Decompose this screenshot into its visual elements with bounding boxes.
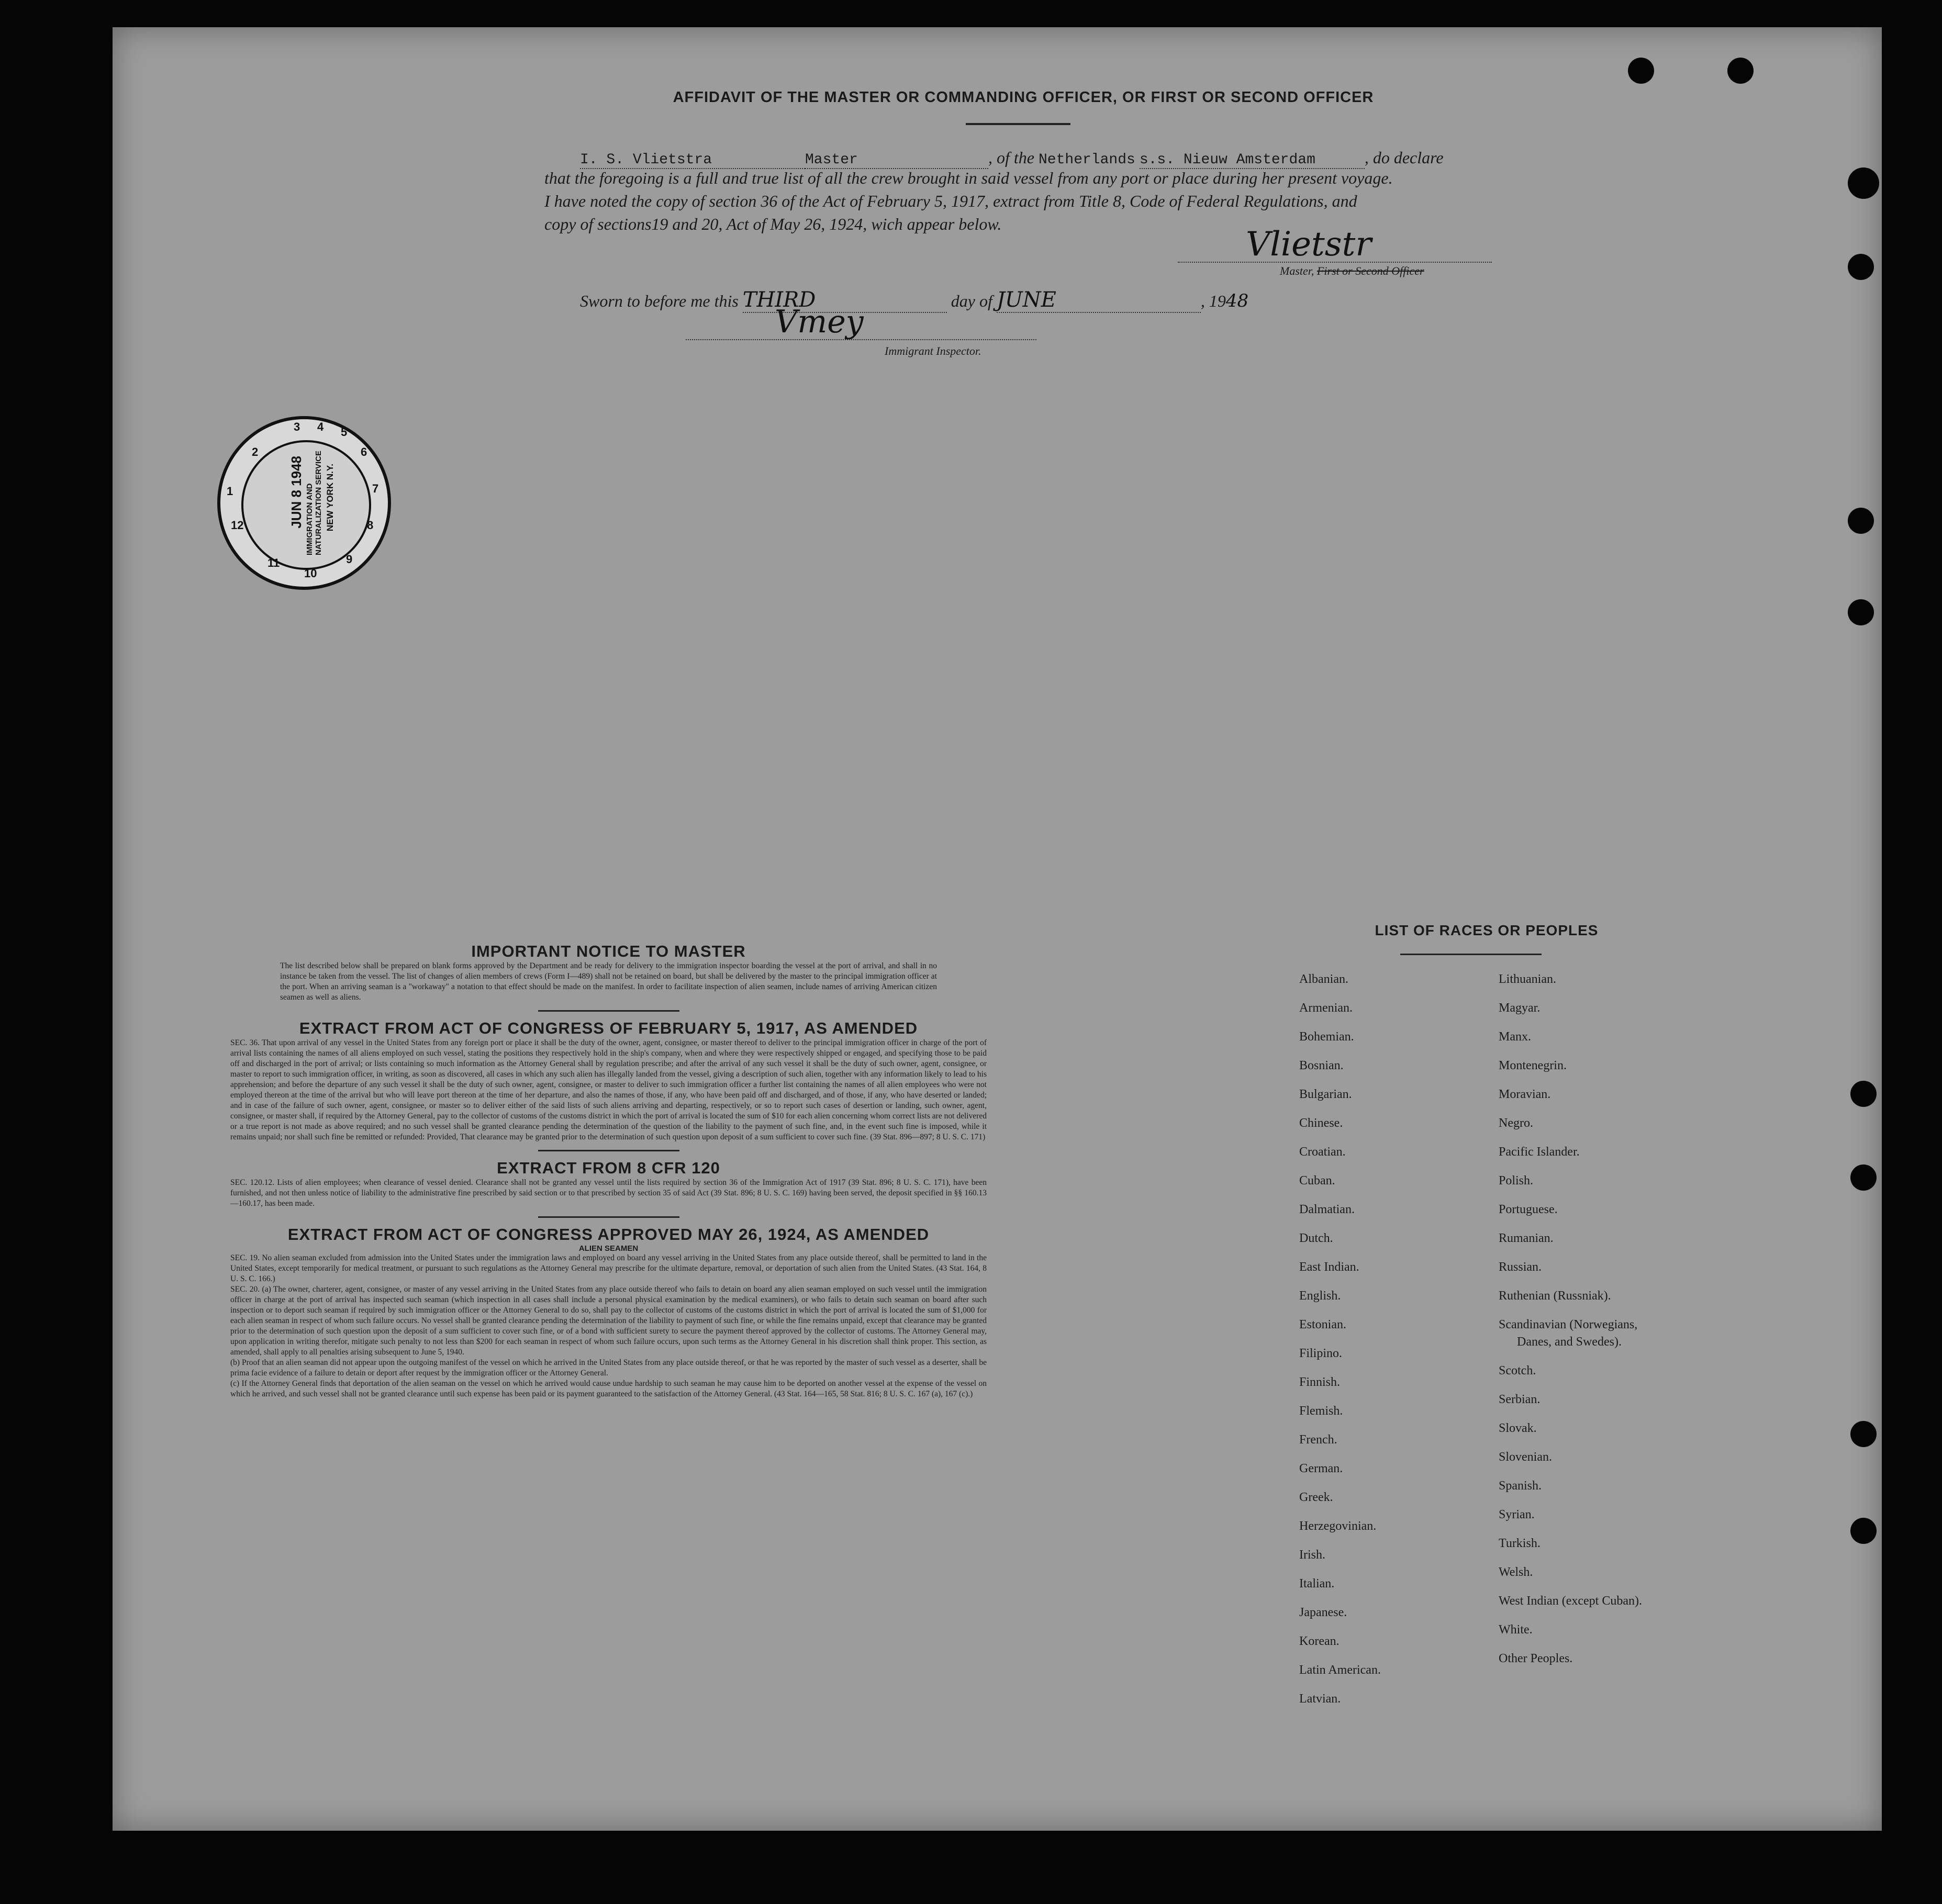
race-item: Croatian. [1299, 1145, 1346, 1159]
race-item: West Indian (except Cuban). [1499, 1594, 1642, 1608]
extract-1924-sec20a: SEC. 20. (a) The owner, charterer, agent, consignee, or master of any vessel arriving in the United States from any place outside thereof who fails to detain on board any alien seaman employed on such vessel until the immigration officer in charge at the port of arrival has inspected such seaman (which inspection in all cases shall include a personal physical examination by the medical examiners), or who fails to detain such seaman on board after such inspection or to deport such seaman if required by such immigration officer or the Attorney General to do so, shall pay to the collector of customs of the customs district in which the port of arrival is located the sum of $1,000 for each alien seaman in respect of whom such failure occurs. No vessel shall be granted clearance pending the determination of the liability to payment of such fine, or while the fine remains unpaid, except that clearance may be granted prior to the determination of such question upon the deposit of a sum sufficient to cover such fine, or of a bond with sufficient surety to secure the payment thereof approved by the collector of customs. The Attorney General may, upon application in writing therefor, mitigate such penalty to not less than $200 for each seaman in respect of whom such failure occurs, upon such terms as the Attorney General in his discretion shall think proper. This section, as amended, shall apply to all penalties arising subsequent to June 5, 1940. [230, 1285, 987, 1357]
race-item: Finnish. [1299, 1375, 1341, 1389]
extract-1917-heading: EXTRACT FROM ACT OF CONGRESS OF FEBRUARY 5, 1917, AS AMENDED [299, 1019, 918, 1037]
signature-caption [1280, 264, 1424, 278]
races-heading: LIST OF RACES OR PEOPLES [1375, 922, 1599, 938]
race-item: Irish. [1299, 1548, 1325, 1562]
stamp-date: JUN 8 1948 [288, 456, 304, 529]
race-item: Bulgarian. [1299, 1088, 1352, 1101]
master-name: I. S. Vlietstra [580, 152, 805, 169]
master-signature: Vlietstr [1246, 225, 1371, 264]
extract-1917-body: SEC. 36. That upon arrival of any vessel in the United States from any foreign port or place it shall be the duty of the owner, agent, consignee, or master thereof to deliver to the principal immigration officer in charge of the port of arrival lists containing the names of all aliens employed on such vessel, stating the positions they respectively hold in the ship's company, when and where they were respectively shipped or engaged, and specifying those to be paid off and discharged in the port of arrival; or lists containing so much information as the Attorney General shall by regulation prescribe; and after the arrival of any such vessel it shall be the duty of such owner, agent, consignee, or master to report to such immigration officer, in writing, as soon as discovered, all cases in which any such alien has illegally landed from the vessel, giving a description of such alien, together with any information likely to lead to his apprehension; and before the departure of any such vessel it shall be the duty of such owner, agent, consignee, or master to deliver to such immigration officer a further list containing the names of all alien employees who were not employed thereon at the time of the arrival but who will leave port thereon at the time of her departure, and also the names of those, if any, who have been paid off and discharged, and of those, if any, who have deserted or landed; and in case of the failure of such owner, agent, consignee, or master so to deliver either of the said lists of such aliens arriving and departing, respectively, or so to report such cases of desertion or landing, such owner, agent, consignee, or master shall, if required by the Attorney General, pay to the collector of customs of the customs district in which the port of arrival is located the sum of $10 for each alien concerning whom correct lists are not delivered or a true report is not made as above required; and no such vessel shall be granted clearance pending the determination of the question of the liability to the payment of such fine, and, in the event such fine is imposed, while it remains unpaid; nor shall such fine be remitted or refunded: Provided, That clearance may be granted prior to the determination of such question upon deposit of a sum sufficient to cover such fine. (39 Stat. 896—897; 8 U. S. C. 171) [230, 1038, 987, 1141]
punch-hole [1848, 254, 1874, 280]
race-item: East Indian. [1299, 1260, 1359, 1274]
extract-1924-sec20c: (c) If the Attorney General finds that deportation of the alien seaman on the vessel on which he arrived would cause undue hardship to such seaman he may cause him to be deported on another vessel at the expense of the vessel on which he arrived, and such vessel shall not be granted clearance until such expense has been paid or its payment guaranteed to the satisfaction of the Attorney General. (43 Stat. 164—165, 58 Stat. 816; 8 U. S. C. 167 (a), 167 (c).) [230, 1379, 987, 1398]
affidavit-line-4: copy of sections19 and 20, Act of May 26, 1924, wich appear below. [544, 215, 1002, 233]
immigration-stamp [217, 416, 391, 590]
race-item: Welsh. [1499, 1565, 1533, 1579]
stamp-number-5: 5 [341, 425, 348, 439]
stamp-agency: IMMIGRATION AND NATURALIZATION SERVICE [305, 450, 323, 555]
vessel-name: s.s. Nieuw Amsterdam [1140, 152, 1365, 169]
master-label: Master, [1280, 264, 1314, 277]
signature-line [1178, 262, 1492, 263]
race-item: German. [1299, 1462, 1343, 1475]
race-item: Moravian. [1499, 1088, 1551, 1101]
punch-hole [1850, 1518, 1877, 1544]
inspector-signature: Vmey [775, 304, 864, 340]
race-item: Slovenian. [1499, 1450, 1552, 1464]
sworn-day: THIRD [743, 288, 947, 313]
rank: Master [805, 152, 988, 169]
race-item: Dalmatian. [1299, 1203, 1355, 1216]
section-rule [538, 1150, 679, 1151]
race-item: Scandinavian (Norwegians, [1499, 1318, 1638, 1331]
inspector-label: Immigrant Inspector. [885, 344, 981, 357]
race-item: Negro. [1499, 1116, 1533, 1130]
stamp-number-3: 3 [294, 420, 300, 433]
race-item: Estonian. [1299, 1318, 1346, 1331]
stamp-number-2: 2 [252, 445, 259, 458]
stamp-number-7: 7 [372, 482, 379, 495]
race-item: Montenegrin. [1499, 1059, 1567, 1072]
race-item: Scotch. [1499, 1364, 1536, 1377]
punch-hole [1628, 58, 1654, 84]
sworn-month: JUNE [997, 288, 1201, 313]
race-item: Flemish. [1299, 1404, 1343, 1418]
sworn-line [580, 288, 1339, 313]
race-item: Syrian. [1499, 1508, 1535, 1521]
extract-cfr-body: SEC. 120.12. Lists of alien employees; when clearance of vessel denied. Clearance shall not be granted any vessel until the lists required by section 36 of the Immigration Act of 1917 (39 Stat. 896; 8 U. S. C. 171), have been furnished, and not then unless notice of liability to the administrative fine prescribed by said section or to that prescribed by section 35 of said Act (39 Stat. 896; 8 U. S. C. 169) having been served, the deposit specified in §§ 160.13—160.17, has been made. [230, 1178, 987, 1208]
affidavit-line-3: I have noted the copy of section 36 of the Act of February 5, 1917, extract from Title 8, Code of Federal Regulations, and [544, 192, 1357, 210]
race-item: Korean. [1299, 1634, 1340, 1648]
race-item: Bosnian. [1299, 1059, 1344, 1072]
stamp-number-11: 11 [267, 556, 280, 569]
stamp-number-8: 8 [367, 519, 374, 532]
race-item: Filipino. [1299, 1347, 1343, 1360]
sworn-label: Sworn to before me this [580, 292, 739, 310]
stamp-number-12: 12 [231, 519, 244, 532]
race-item: Rumanian. [1499, 1231, 1554, 1245]
punch-hole [1727, 58, 1754, 84]
race-item: Chinese. [1299, 1116, 1343, 1130]
notice-heading: IMPORTANT NOTICE TO MASTER [471, 942, 746, 960]
stamp-number-9: 9 [346, 553, 353, 566]
race-item: Cuban. [1299, 1174, 1335, 1188]
race-item: Lithuanian. [1499, 972, 1556, 986]
stamp-number-10: 10 [304, 567, 317, 580]
extract-cfr-heading: EXTRACT FROM 8 CFR 120 [497, 1159, 720, 1177]
race-item: Turkish. [1499, 1537, 1541, 1550]
struck-officer-label: First or Second Officer [1316, 264, 1424, 277]
races-heading-rule [1400, 954, 1542, 955]
do-declare-label: , do declare [1364, 148, 1444, 167]
race-item: Slovak. [1499, 1421, 1537, 1435]
race-item: Russian. [1499, 1260, 1542, 1274]
year-prefix: , 19 [1200, 292, 1226, 310]
race-item: Armenian. [1299, 1001, 1353, 1015]
affidavit-title: AFFIDAVIT OF THE MASTER OR COMMANDING OFFICER, OR FIRST OR SECOND OFFICER [673, 89, 1374, 106]
race-item: Japanese. [1299, 1606, 1347, 1619]
stamp-number-1: 1 [227, 485, 233, 498]
punch-hole [1848, 599, 1874, 625]
of-the-label: , of the [988, 148, 1034, 167]
punch-hole [1848, 167, 1879, 199]
race-item: Portuguese. [1499, 1203, 1558, 1216]
punch-hole [1848, 508, 1874, 534]
extract-1924-heading: EXTRACT FROM ACT OF CONGRESS APPROVED MAY 26, 1924, AS AMENDED [287, 1225, 930, 1244]
stamp-number-6: 6 [361, 445, 367, 458]
extract-1924-subheading: ALIEN SEAMEN [578, 1244, 639, 1253]
extract-1924-sec19: SEC. 19. No alien seaman excluded from admission into the United States under the immigration laws and employed on board any vessel arriving in the United States from any place outside thereof, shall be permitted to land in the United States, except temporarily for medical treatment, or pursuant to such regulations as the Attorney General may prescribe for the ultimate departure, removal, or deportation of such alien from the United States. (43 Stat. 164, 8 U. S. C. 166.) [230, 1253, 987, 1283]
stamp-number-4: 4 [317, 420, 324, 433]
sworn-year: 48 [1225, 290, 1249, 311]
stamp-location: NEW YORK N.Y. [325, 464, 335, 532]
race-item: French. [1299, 1433, 1337, 1447]
inspector-line [686, 339, 1036, 340]
punch-hole [1850, 1421, 1877, 1447]
race-item: Polish. [1499, 1174, 1534, 1188]
race-item: Danes, and Swedes). [1517, 1335, 1622, 1349]
race-item: Spanish. [1499, 1479, 1542, 1493]
notice-body: The list described below shall be prepared on blank forms approved by the Department and be ready for delivery to the immigration inspector boarding the vessel at the port of arrival, and shall in no instance be taken from the vessel. The list of changes of alien members of crews (Form I—489) shall not be retained on board, but shall be delivered by the master to the principal immigration officer at the port. When an arriving seaman is a "workaway" a notation to that effect should be made on the manifest. In order to facilitate inspection of alien seamen, include names of arriving American citizen seamen as well as aliens. [280, 961, 937, 1002]
race-item: Magyar. [1499, 1001, 1541, 1015]
race-item: Serbian. [1499, 1393, 1541, 1406]
race-item: Herzegovinian. [1299, 1519, 1377, 1533]
section-rule [538, 1216, 679, 1218]
punch-hole [1850, 1081, 1877, 1107]
affidavit-line-2: that the foregoing is a full and true list of all the crew brought in said vessel from any port or place during her present voyage. [544, 169, 1393, 187]
race-item: Greek. [1299, 1491, 1333, 1504]
day-of-label: day of [951, 292, 992, 310]
race-item: Bohemian. [1299, 1030, 1354, 1044]
race-item: English. [1299, 1289, 1341, 1303]
section-rule [538, 1010, 679, 1012]
nationality: Netherlands [1038, 152, 1135, 168]
legal-text-column [230, 942, 987, 1399]
race-item: Pacific Islander. [1499, 1145, 1580, 1159]
extract-1924-sec20b: (b) Proof that an alien seaman did not appear upon the outgoing manifest of the vessel on which he arrived in the United States from any place outside thereof, or that he was reported by the master of such vessel as a deserter, shall be prima facie evidence of a failure to detain or deport after request by the immigration officer or the Attorney General. [230, 1358, 987, 1377]
race-item: Manx. [1499, 1030, 1531, 1044]
title-rule [966, 123, 1070, 125]
race-item: Latin American. [1299, 1663, 1381, 1677]
race-item: Other Peoples. [1499, 1652, 1573, 1665]
race-item: Albanian. [1299, 972, 1348, 986]
race-item: Dutch. [1299, 1231, 1333, 1245]
race-item: Latvian. [1299, 1692, 1341, 1706]
race-item: White. [1499, 1623, 1533, 1637]
punch-hole [1850, 1164, 1877, 1191]
race-item: Ruthenian (Russniak). [1499, 1289, 1611, 1303]
affidavit-line-1 [580, 148, 1501, 169]
race-item: Italian. [1299, 1577, 1335, 1591]
